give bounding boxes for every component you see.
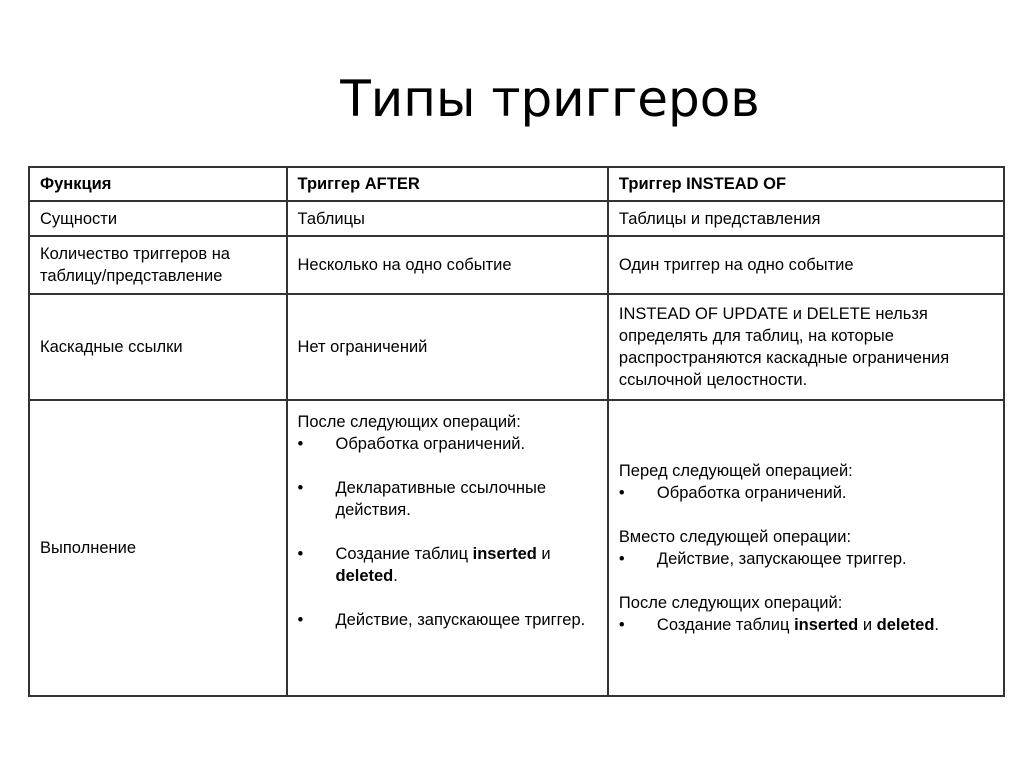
header-cell-function: Функция [29,167,287,201]
bold-text: deleted [876,616,935,634]
cell-instead-of: Один триггер на одно событие [608,236,1004,294]
instead-group [619,526,993,570]
cell-after: Таблицы [287,201,608,236]
table-header-row [29,167,1004,201]
list-item: • Действие, запускающее триггер. [619,548,993,570]
text: и [536,545,551,563]
cell-function: Количество триггеров на таблицу/представление [29,236,287,294]
text: Создание таблиц [335,545,473,563]
group-intro: После следующих операций: [618,594,843,612]
list-item: • Обработка ограничений. [298,433,597,455]
bold-text: deleted [335,567,394,585]
text: . [393,567,398,585]
cell-function: Каскадные ссылки [29,294,287,400]
bold-text: inserted [472,545,537,563]
cell-function: Сущности [29,201,287,236]
slide-title: Типы триггеров [340,70,760,128]
cell-after: Нет ограничений [287,294,608,400]
group-list [619,548,993,570]
cell-instead-of: INSTEAD OF UPDATE и DELETE нельзя определять для таблиц, на которые распространяются каскадные ограничения ссылочной целостности. [608,294,1004,400]
list-item [298,543,597,587]
text: . [934,616,940,634]
cell-function: Выполнение [29,400,287,696]
after-intro: После следующих операций: [297,413,521,431]
text: Создание таблиц [656,616,795,634]
list-item: • Действие, запускающее триггер. [298,609,597,631]
instead-group [619,592,993,636]
bold-text: inserted [794,616,859,634]
list-item: • Обработка ограничений. [619,482,993,504]
group-intro: Перед следующей операцией: [618,462,853,480]
cell-instead-of: Таблицы и представления [608,201,1004,236]
table-row [29,201,1004,236]
list-item: • Декларативные ссылочные действия. [298,477,597,521]
group-intro: Вместо следующей операции: [618,528,852,546]
trigger-types-table [28,166,1005,697]
table-row [29,400,1004,696]
group-list [619,614,993,636]
list-item [619,614,993,636]
table-row [29,236,1004,294]
cell-instead-of [608,400,1004,696]
table-row [29,294,1004,400]
after-list [298,433,597,631]
cell-after [287,400,608,696]
cell-after: Несколько на одно событие [287,236,608,294]
group-list [619,482,993,504]
header-cell-after: Триггер AFTER [287,167,608,201]
instead-group [619,460,993,504]
text: и [858,616,877,634]
header-cell-instead-of: Триггер INSTEAD OF [608,167,1004,201]
